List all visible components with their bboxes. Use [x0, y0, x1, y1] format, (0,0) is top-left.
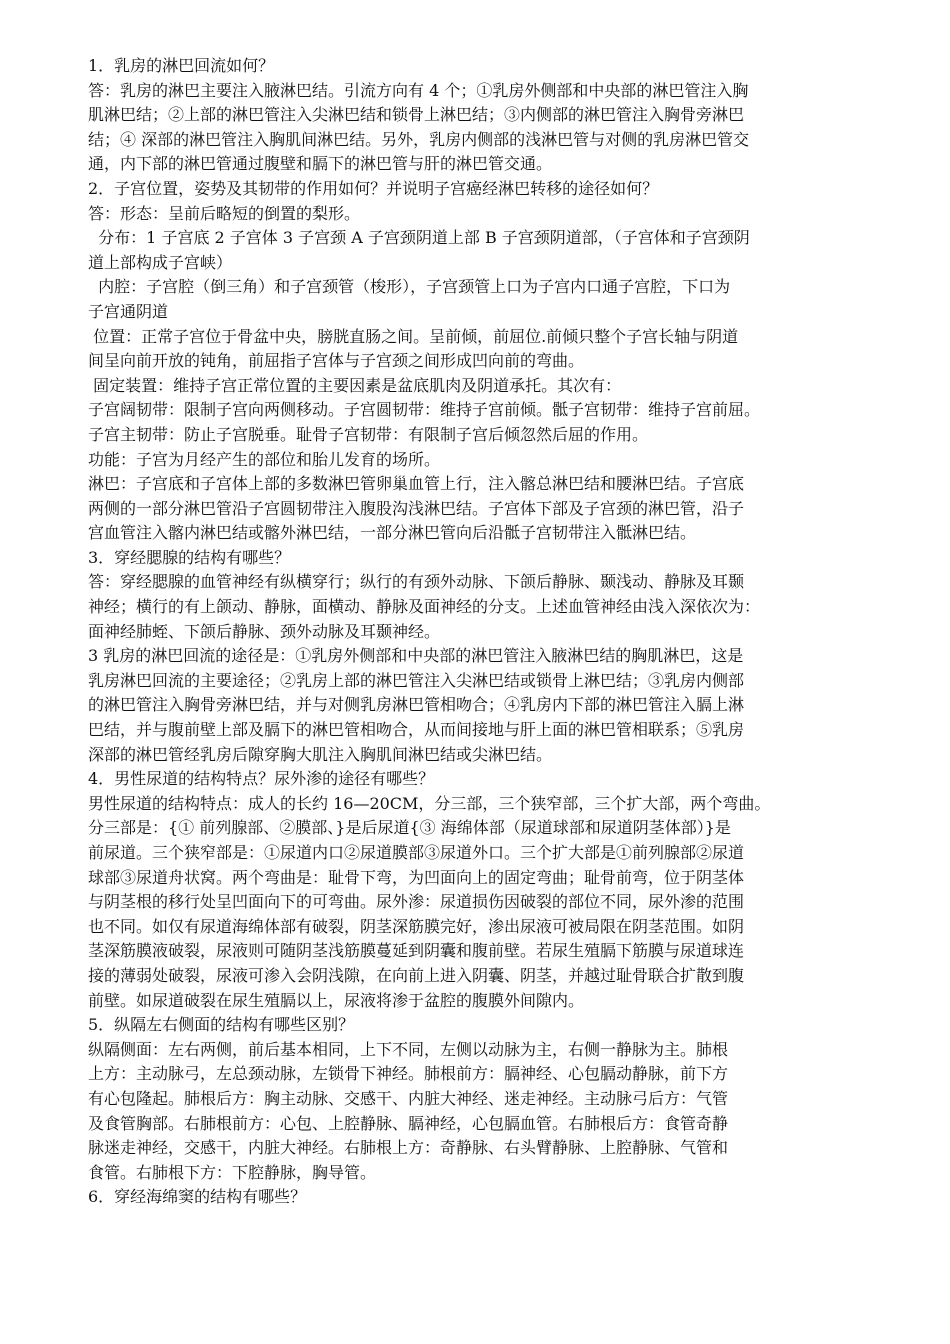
text-line: 巴结，并与腹前壁上部及膈下的淋巴管相吻合，从而间接地与肝上面的淋巴管相联系；⑤乳房	[88, 720, 745, 740]
text-line: 6．穿经海绵窦的结构有哪些？	[88, 1187, 307, 1207]
text-line: 分布：1 子宫底 2 子宫体 3 子宫颈 A 子宫颈阴道上部 B 子宫颈阴道部，（子宫体和子宫颈阴	[88, 228, 750, 248]
text-line: 结；④ 深部的淋巴管注入胸肌间淋巴结。另外，乳房内侧部的浅淋巴管与对侧的乳房淋巴管交	[88, 129, 750, 149]
text-line: 纵隔侧面：左右两侧，前后基本相同，上下不同，左侧以动脉为主，右侧一静脉为主。肺根	[88, 1039, 729, 1059]
text-line: 球部③尿道舟状窝。两个弯曲是：耻骨下弯，为凹面向上的固定弯曲；耻骨前弯，位于阴茎体	[88, 867, 745, 887]
text-line: 也不同。如仅有尿道海绵体部有破裂，阴茎深筋膜完好，渗出尿液可被局限在阴茎范围。如阴	[88, 916, 745, 936]
text-line: 固定装置：维持子宫正常位置的主要因素是盆底肌肉及阴道承托。其次有：	[88, 375, 622, 395]
text-line: 有心包隆起。肺根后方：胸主动脉、交感干、内脏大神经、迷走神经。主动脉弓后方：气管	[88, 1088, 729, 1108]
text-line: 食管。右肺根下方：下腔静脉，胸导管。	[88, 1162, 377, 1182]
text-line: 子宫通阴道	[88, 301, 169, 321]
text-line: 两侧的一部分淋巴管沿子宫圆韧带注入腹股沟浅淋巴结。子宫体下部及子宫颈的淋巴管，沿子	[88, 498, 745, 518]
text-line: 的淋巴管注入胸骨旁淋巴结，并与对侧乳房淋巴管相吻合；④乳房内下部的淋巴管注入膈上淋	[88, 695, 745, 715]
text-line: 面神经肺蛭、下颌后静脉、颈外动脉及耳颞神经。	[88, 621, 441, 641]
text-line: 神经；横行的有上颌动、静脉，面横动、静脉及面神经的分支。上述血管神经由浅入深依次为：	[88, 597, 761, 617]
text-line: 前壁。如尿道破裂在尿生殖膈以上，尿液将渗于盆腔的腹膜外间隙内。	[88, 990, 585, 1010]
text-line: 接的薄弱处破裂，尿液可渗入会阴浅隙，在向前上进入阴囊、阴茎，并越过耻骨联合扩散到腹	[88, 965, 745, 985]
text-line: 男性尿道的结构特点：成人的长约 16—20CM，分三部，三个狭窄部，三个扩大部，两个弯曲。	[88, 793, 771, 813]
document-page	[88, 54, 888, 1210]
text-line: 位置：正常子宫位于骨盆中央，膀胱直肠之间。呈前倾，前屈位.前倾只整个子宫长轴与阴道	[88, 326, 739, 346]
text-line: 及食管胸部。右肺根前方：心包、上腔静脉、膈神经，心包膈血管。右肺根后方：食管奇静	[88, 1113, 729, 1133]
text-line: 上方：主动脉弓，左总颈动脉，左锁骨下神经。肺根前方：膈神经、心包膈动静脉，前下方	[88, 1064, 729, 1084]
text-line: 1．乳房的淋巴回流如何？	[88, 56, 275, 75]
text-line: 功能：子宫为月经产生的部位和胎儿发育的场所。	[88, 449, 441, 469]
text-line: 分三部是：{① 前列腺部、②膜部、}是后尿道{③ 海绵体部（尿道球部和尿道阴茎体部）}是	[88, 818, 731, 838]
text-line: 乳房淋巴回流的主要途径；②乳房上部的淋巴管注入尖淋巴结或锁骨上淋巴结；③乳房内侧部	[88, 670, 745, 690]
text-line: 答：乳房的淋巴主要注入腋淋巴结。引流方向有 4 个；①乳房外侧部和中央部的淋巴管注入胸	[88, 80, 749, 100]
text-line: 脉迷走神经，交感干，内脏大神经。右肺根上方：奇静脉、右头臂静脉、上腔静脉、气管和	[88, 1138, 729, 1158]
text-line: 答：形态：呈前后略短的倒置的梨形。	[88, 203, 361, 223]
text-line: 4．男性尿道的结构特点？尿外渗的途径有哪些？	[88, 769, 435, 789]
text-line: 淋巴：子宫底和子宫体上部的多数淋巴管卵巢血管上行，注入髂总淋巴结和腰淋巴结。子宫底	[88, 474, 745, 494]
text-line: 3．穿经腮腺的结构有哪些？	[88, 547, 291, 567]
text-line: 间呈向前开放的钝角，前屈指子宫体与子宫颈之间形成凹向前的弯曲。	[88, 351, 585, 371]
text-line: 道上部构成子宫峡）	[88, 252, 233, 272]
text-line: 肌淋巴结；②上部的淋巴管注入尖淋巴结和锁骨上淋巴结；③内侧部的淋巴管注入胸骨旁淋巴	[88, 105, 745, 125]
text-line: 2．子宫位置，姿势及其韧带的作用如何？并说明子宫癌经淋巴转移的途径如何？	[88, 178, 659, 198]
text-line: 5．纵隔左右侧面的结构有哪些区别？	[88, 1015, 355, 1035]
text-line: 宫血管注入髂内淋巴结或髂外淋巴结，一部分淋巴管向后沿骶子宫韧带注入骶淋巴结。	[88, 523, 697, 543]
text-line: 内腔：子宫腔（倒三角）和子宫颈管（梭形），子宫颈管上口为子宫内口通子宫腔，下口为	[88, 277, 731, 297]
text-line: 前尿道。三个狭窄部是：①尿道内口②尿道膜部③尿道外口。三个扩大部是①前列腺部②尿道	[88, 843, 745, 862]
text-line: 与阴茎根的移行处呈凹面向下的可弯曲。尿外渗：尿道损伤因破裂的部位不同，尿外渗的范围	[88, 892, 745, 912]
text-line: 茎深筋膜液破裂，尿液则可随阴茎浅筋膜蔓延到阴囊和腹前壁。若尿生殖膈下筋膜与尿道球连	[88, 941, 745, 961]
text-line: 答：穿经腮腺的血管神经有纵横穿行；纵行的有颈外动脉、下颌后静脉、颞浅动、静脉及耳颞	[88, 572, 745, 592]
text-line: 子宫阔韧带：限制子宫向两侧移动。子宫圆韧带：维持子宫前倾。骶子宫韧带：维持子宫前屈。	[88, 400, 761, 420]
text-line: 3 乳房的淋巴回流的途径是：①乳房外侧部和中央部的淋巴管注入腋淋巴结的胸肌淋巴，这是	[88, 646, 744, 666]
text-line: 子宫主韧带：防止子宫脱垂。耻骨子宫韧带：有限制子宫后倾忽然后屈的作用。	[88, 424, 649, 444]
text-line: 深部的淋巴管经乳房后隙穿胸大肌注入胸肌间淋巴结或尖淋巴结。	[88, 744, 553, 764]
text-line: 通，内下部的淋巴管通过腹壁和膈下的淋巴管与肝的淋巴管交通。	[88, 154, 553, 174]
